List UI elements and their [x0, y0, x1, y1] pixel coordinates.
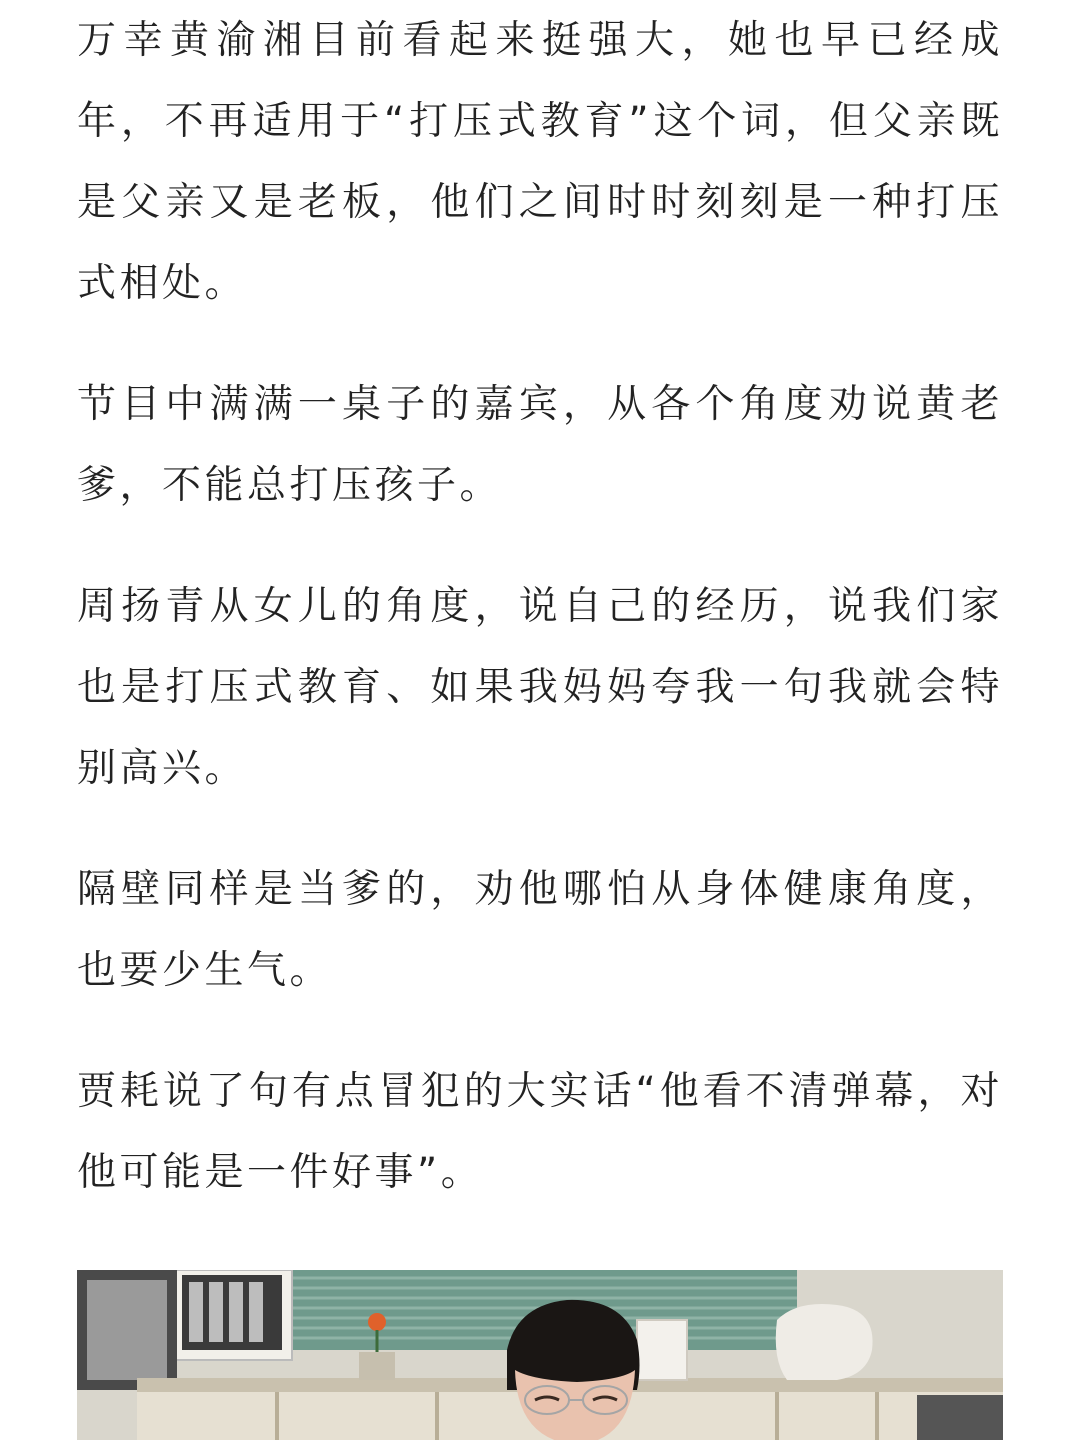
article-paragraph: 节目中满满一桌子的嘉宾，从各个角度劝说黄老爹，不能总打压孩子。: [77, 382, 1003, 508]
bust-decoration: [776, 1304, 873, 1380]
article-paragraph: 周扬青从女儿的角度，说自己的经历，说我们家也是打压式教育、如果我妈妈夸我一句我就会特别高兴。: [77, 584, 1003, 791]
article-photo[interactable]: [77, 1270, 1003, 1440]
wall-poster: [172, 1270, 292, 1360]
article-body: [77, 0, 1003, 1253]
photo-illustration: [77, 1270, 1003, 1440]
article-paragraph: 隔壁同样是当爹的，劝他哪怕从身体健康角度，也要少生气。: [77, 867, 1003, 993]
article-paragraph: 万幸黄渝湘目前看起来挺强大，她也早已经成年，不再适用于“打压式教育”这个词，但父亲既是父亲又是老板，他们之间时时刻刻是一种打压式相处。: [77, 18, 1003, 306]
article-paragraph: 贾耗说了句有点冒犯的大实话“他看不清弹幕，对他可能是一件好事”。: [77, 1069, 1003, 1195]
